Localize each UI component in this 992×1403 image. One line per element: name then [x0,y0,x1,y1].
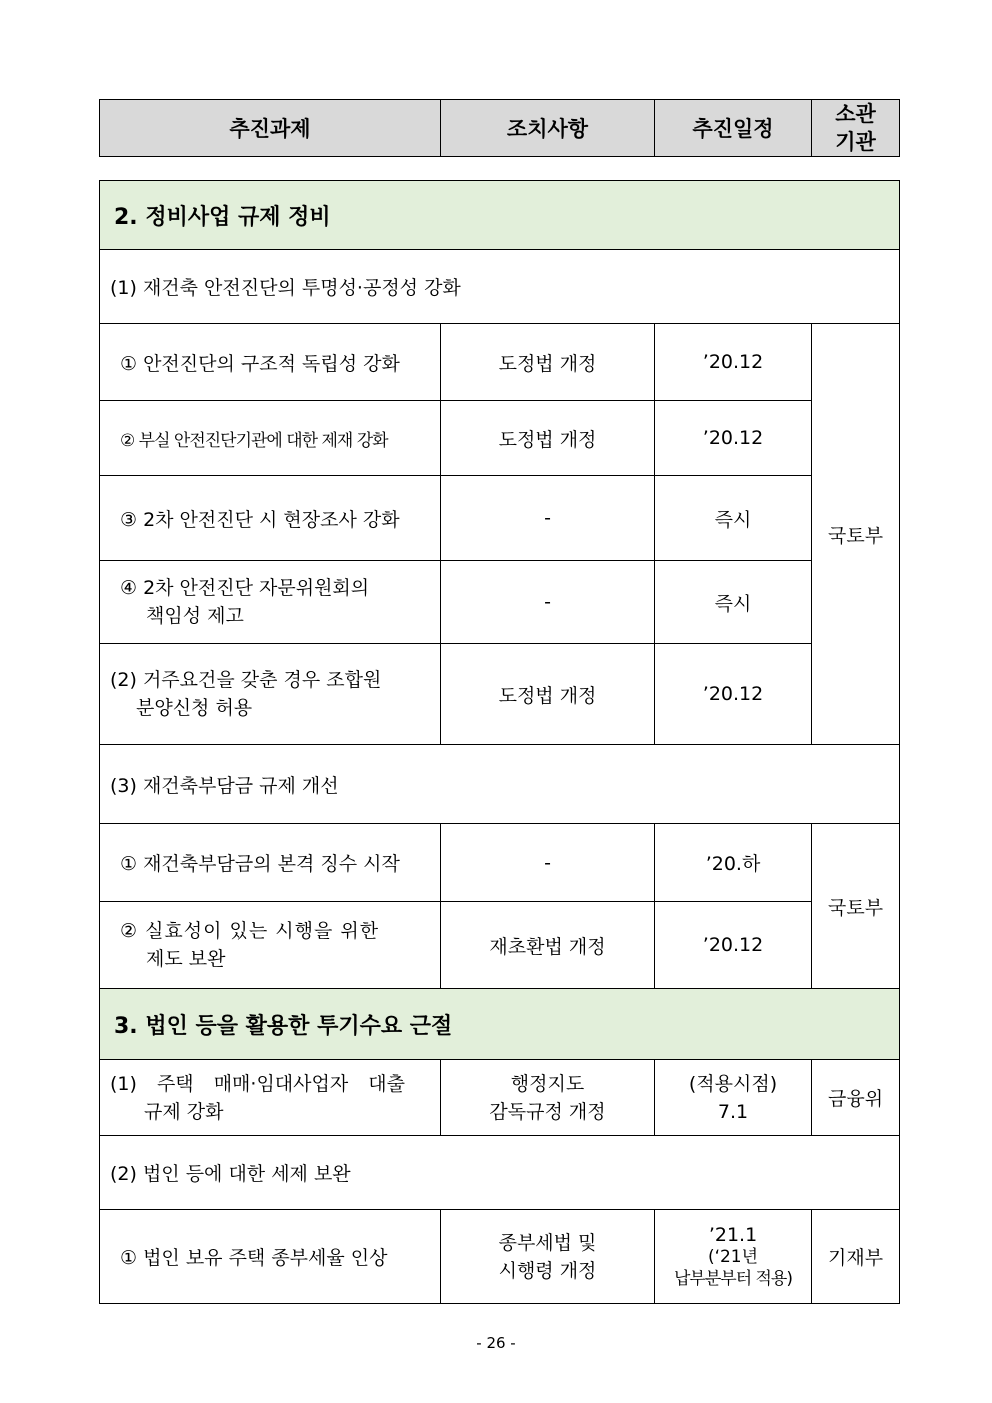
action-line1: 종부세법 및 [498,1231,597,1254]
task-cell: ② 부실 안전진단기관에 대한 제재 강화 [100,401,441,476]
task-line1: (2) 거주요건을 갖춘 경우 조합원 [110,669,382,691]
action-cell [441,1060,655,1136]
task-cell [100,644,441,745]
action-cell: 재초환법 개정 [441,902,655,989]
page-number: - 26 - [476,1334,516,1352]
agency-cell: 국토부 [812,824,900,989]
table-row [100,476,900,561]
agency-cell: 국토부 [812,324,900,745]
task-cell [100,561,441,644]
header-table [99,99,900,157]
task-cell [100,902,441,989]
task-cell: ① 법인 보유 주택 종부세율 인상 [100,1210,441,1304]
schedule-line3: 납부분부터 적용) [674,1268,792,1289]
table-row [100,401,900,476]
schedule-cell: ’20.12 [655,401,812,476]
action-cell: - [441,824,655,902]
schedule-cell [655,1210,812,1304]
section-row [100,989,900,1060]
schedule-line2: (‘21년 [707,1246,759,1267]
task-line2: 분양신청 허용 [136,697,253,719]
task-line1: ② 실효성이 있는 시행을 위한 [120,920,380,942]
table-row [100,1060,900,1136]
header-agency-line2: 기관 [835,130,876,154]
subsection-2-3-title: (3) 재건축부담금 규제 개선 [100,745,900,824]
task-line2: 책임성 제고 [146,605,244,627]
schedule-cell: 즉시 [655,561,812,644]
action-cell: - [441,561,655,644]
schedule-cell: ’20.12 [655,902,812,989]
action-line2: 감독규정 개정 [489,1100,606,1123]
schedule-line1: ’21.1 [708,1223,758,1246]
table-row [100,561,900,644]
subsection-3-2-title: (2) 법인 등에 대한 세제 보완 [100,1136,900,1210]
task-cell [100,1060,441,1136]
subsection-row [100,745,900,824]
task-line2: 제도 보완 [146,948,226,970]
task-cell: ① 안전진단의 구조적 독립성 강화 [100,324,441,401]
subsection-2-1-title: (1) 재건축 안전진단의 투명성·공정성 강화 [100,250,900,324]
header-row [100,100,900,157]
task-cell: ③ 2차 안전진단 시 현장조사 강화 [100,476,441,561]
subsection-row [100,1136,900,1210]
header-action: 조치사항 [441,100,655,157]
schedule-line2: 7.1 [717,1100,749,1123]
action-cell: 도정법 개정 [441,401,655,476]
action-cell [441,1210,655,1304]
task-line2: 규제 강화 [144,1100,224,1123]
action-cell: 도정법 개정 [441,324,655,401]
body-table [99,180,900,1304]
header-agency-line1: 소관 [835,102,876,126]
table-row [100,324,900,401]
table-row [100,824,900,902]
task-line1: ④ 2차 안전진단 자문위원회의 [120,577,370,599]
header-agency [812,100,900,157]
agency-cell: 금융위 [812,1060,900,1136]
agency-cell: 기재부 [812,1210,900,1304]
section-2-title: 2. 정비사업 규제 정비 [100,181,900,250]
schedule-cell: 즉시 [655,476,812,561]
action-cell: 도정법 개정 [441,644,655,745]
schedule-cell [655,1060,812,1136]
header-schedule: 추진일정 [655,100,812,157]
action-line2: 시행령 개정 [498,1259,597,1282]
table-row [100,1210,900,1304]
schedule-cell: ’20.12 [655,644,812,745]
schedule-cell: ’20.하 [655,824,812,902]
table-row [100,902,900,989]
schedule-line1: (적용시점) [688,1072,778,1095]
table-row [100,644,900,745]
subsection-row [100,250,900,324]
schedule-cell: ’20.12 [655,324,812,401]
action-cell: - [441,476,655,561]
header-task: 추진과제 [100,100,441,157]
task-line1: (1) 주택 매매·임대사업자 대출 [110,1072,405,1095]
section-row [100,181,900,250]
action-line1: 행정지도 [510,1072,585,1095]
task-cell: ① 재건축부담금의 본격 징수 시작 [100,824,441,902]
section-3-title: 3. 법인 등을 활용한 투기수요 근절 [100,989,900,1060]
